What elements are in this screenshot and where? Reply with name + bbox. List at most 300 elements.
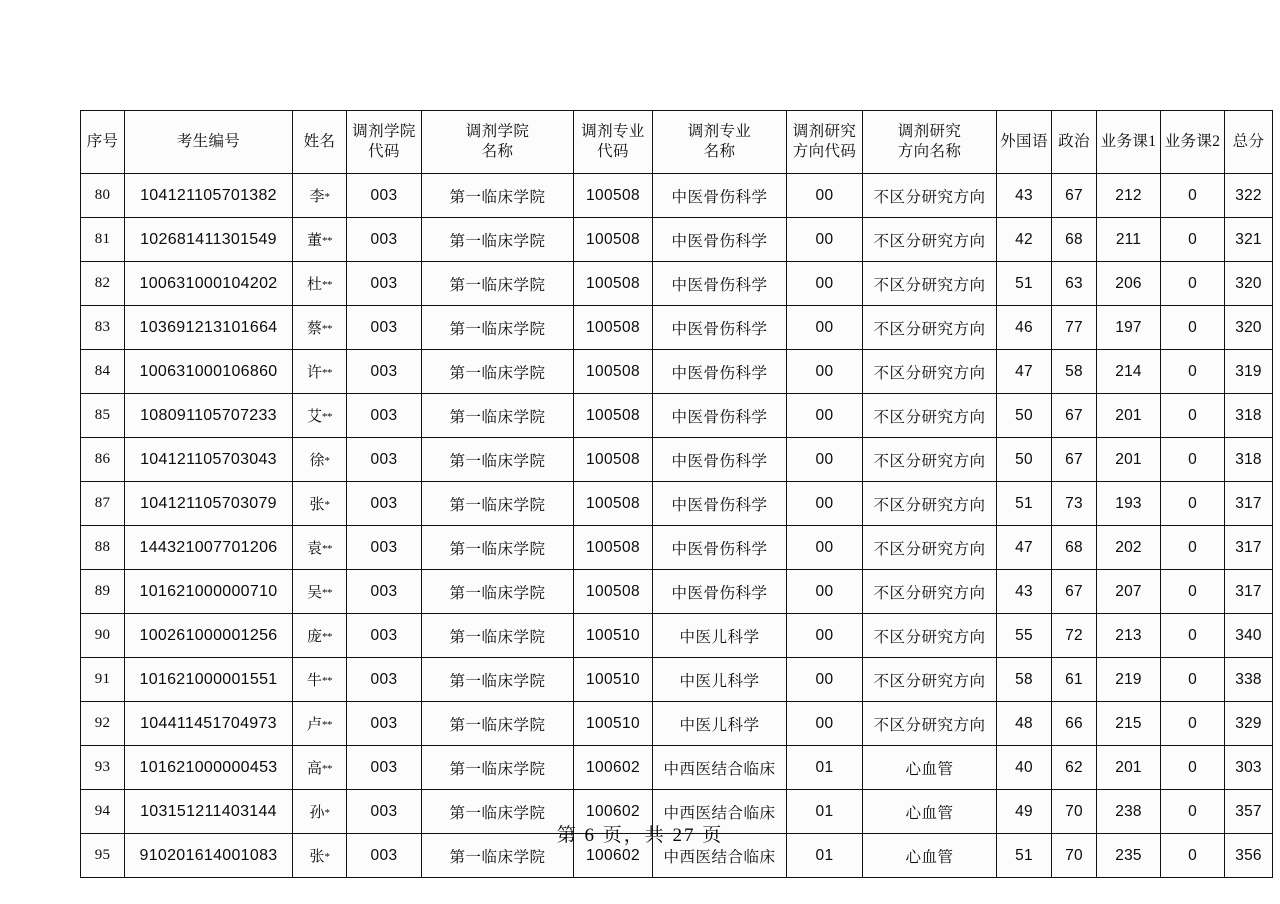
direction-name: 不区分研究方向 xyxy=(863,526,997,570)
total-score: 320 xyxy=(1225,306,1273,350)
examinee-number: 104411451704973 xyxy=(125,702,293,746)
politics-score: 70 xyxy=(1052,834,1097,878)
column-header-prof1 xyxy=(1097,111,1161,174)
politics-score: 66 xyxy=(1052,702,1097,746)
sequence-number: 84 xyxy=(81,350,125,394)
column-header-line: 考生编号 xyxy=(176,132,241,150)
candidate-surname: 吴 xyxy=(306,585,322,601)
total-score: 357 xyxy=(1225,790,1273,834)
professional1-score: 215 xyxy=(1097,702,1161,746)
college-name: 第一临床学院 xyxy=(422,394,574,438)
table-row xyxy=(81,658,1273,702)
major-name: 中医骨伤科学 xyxy=(653,394,787,438)
politics-score: 67 xyxy=(1052,394,1097,438)
sequence-number: 82 xyxy=(81,262,125,306)
column-header-line: 调剂研究 xyxy=(897,122,962,140)
candidate-name-mask: ** xyxy=(322,631,332,643)
candidate-name-mask: * xyxy=(324,851,330,863)
column-header-line: 业务课2 xyxy=(1164,132,1221,150)
candidate-surname: 高 xyxy=(306,761,322,777)
candidate-name-mask: ** xyxy=(322,367,332,379)
candidate-name-mask: * xyxy=(324,807,330,819)
total-score: 320 xyxy=(1225,262,1273,306)
major-name: 中医骨伤科学 xyxy=(653,526,787,570)
direction-name: 不区分研究方向 xyxy=(863,614,997,658)
candidate-surname: 李 xyxy=(309,189,325,205)
college-code: 003 xyxy=(347,482,422,526)
college-name: 第一临床学院 xyxy=(422,218,574,262)
major-name: 中医儿科学 xyxy=(653,658,787,702)
college-code: 003 xyxy=(347,438,422,482)
professional2-score: 0 xyxy=(1161,306,1225,350)
major-code: 100602 xyxy=(574,790,653,834)
examinee-number: 108091105707233 xyxy=(125,394,293,438)
major-name: 中医儿科学 xyxy=(653,614,787,658)
professional1-score: 213 xyxy=(1097,614,1161,658)
column-header-line: 方向名称 xyxy=(897,143,962,160)
sequence-number: 92 xyxy=(81,702,125,746)
table-row xyxy=(81,570,1273,614)
major-name: 中医骨伤科学 xyxy=(653,570,787,614)
major-code: 100508 xyxy=(574,306,653,350)
college-code: 003 xyxy=(347,614,422,658)
college-code: 003 xyxy=(347,526,422,570)
professional1-score: 212 xyxy=(1097,174,1161,218)
candidate-surname: 庞 xyxy=(306,629,322,645)
table-row xyxy=(81,614,1273,658)
direction-name: 不区分研究方向 xyxy=(863,570,997,614)
candidate-surname: 杜 xyxy=(306,277,322,293)
professional2-score: 0 xyxy=(1161,482,1225,526)
total-score: 338 xyxy=(1225,658,1273,702)
candidate-surname: 张 xyxy=(309,497,325,513)
foreign-language-score: 40 xyxy=(997,746,1052,790)
candidate-name-mask: ** xyxy=(322,323,332,335)
major-code: 100508 xyxy=(574,174,653,218)
candidate-name-mask: ** xyxy=(322,763,332,775)
direction-name: 不区分研究方向 xyxy=(863,262,997,306)
table-row xyxy=(81,482,1273,526)
examinee-number: 144321007701206 xyxy=(125,526,293,570)
professional1-score: 197 xyxy=(1097,306,1161,350)
professional1-score: 235 xyxy=(1097,834,1161,878)
sequence-number: 85 xyxy=(81,394,125,438)
candidate-surname: 卢 xyxy=(306,717,322,733)
column-header-line: 代码 xyxy=(597,143,629,160)
examinee-number: 103691213101664 xyxy=(125,306,293,350)
candidate-name xyxy=(293,614,347,658)
politics-score: 70 xyxy=(1052,790,1097,834)
major-code: 100602 xyxy=(574,834,653,878)
column-header-maj_name xyxy=(653,111,787,174)
politics-score: 73 xyxy=(1052,482,1097,526)
direction-name: 不区分研究方向 xyxy=(863,174,997,218)
major-code: 100508 xyxy=(574,438,653,482)
direction-code: 01 xyxy=(787,746,863,790)
direction-code: 00 xyxy=(787,438,863,482)
college-name: 第一临床学院 xyxy=(422,790,574,834)
candidate-surname: 董 xyxy=(306,233,322,249)
sequence-number: 83 xyxy=(81,306,125,350)
sequence-number: 90 xyxy=(81,614,125,658)
candidate-name xyxy=(293,218,347,262)
professional2-score: 0 xyxy=(1161,746,1225,790)
direction-name: 不区分研究方向 xyxy=(863,658,997,702)
major-code: 100510 xyxy=(574,702,653,746)
column-header-line: 调剂专业 xyxy=(581,122,645,140)
foreign-language-score: 42 xyxy=(997,218,1052,262)
professional2-score: 0 xyxy=(1161,218,1225,262)
direction-code: 00 xyxy=(787,526,863,570)
candidate-surname: 孙 xyxy=(309,805,325,821)
direction-code: 00 xyxy=(787,218,863,262)
professional2-score: 0 xyxy=(1161,394,1225,438)
college-code: 003 xyxy=(347,834,422,878)
sequence-number: 81 xyxy=(81,218,125,262)
column-header-total xyxy=(1225,111,1273,174)
major-name: 中西医结合临床 xyxy=(653,834,787,878)
politics-score: 68 xyxy=(1052,526,1097,570)
examinee-number: 101621000000710 xyxy=(125,570,293,614)
politics-score: 67 xyxy=(1052,570,1097,614)
table-row xyxy=(81,306,1273,350)
college-name: 第一临床学院 xyxy=(422,658,574,702)
politics-score: 67 xyxy=(1052,438,1097,482)
candidate-name-mask: ** xyxy=(322,235,332,247)
total-score: 303 xyxy=(1225,746,1273,790)
candidate-name xyxy=(293,746,347,790)
major-code: 100602 xyxy=(574,746,653,790)
college-name: 第一临床学院 xyxy=(422,174,574,218)
total-score: 317 xyxy=(1225,482,1273,526)
foreign-language-score: 48 xyxy=(997,702,1052,746)
politics-score: 67 xyxy=(1052,174,1097,218)
table-row xyxy=(81,438,1273,482)
professional1-score: 202 xyxy=(1097,526,1161,570)
college-code: 003 xyxy=(347,306,422,350)
college-name: 第一临床学院 xyxy=(422,834,574,878)
college-name: 第一临床学院 xyxy=(422,702,574,746)
candidate-name-mask: ** xyxy=(322,411,332,423)
politics-score: 62 xyxy=(1052,746,1097,790)
candidate-surname: 艾 xyxy=(306,409,322,425)
politics-score: 68 xyxy=(1052,218,1097,262)
examinee-number: 910201614001083 xyxy=(125,834,293,878)
candidate-name-mask: ** xyxy=(322,719,332,731)
direction-code: 00 xyxy=(787,702,863,746)
college-code: 003 xyxy=(347,262,422,306)
column-header-line: 代码 xyxy=(368,143,400,160)
direction-code: 00 xyxy=(787,262,863,306)
college-name: 第一临床学院 xyxy=(422,746,574,790)
college-name: 第一临床学院 xyxy=(422,350,574,394)
professional2-score: 0 xyxy=(1161,702,1225,746)
professional1-score: 214 xyxy=(1097,350,1161,394)
direction-code: 00 xyxy=(787,306,863,350)
candidate-surname: 牛 xyxy=(306,673,322,689)
major-code: 100508 xyxy=(574,526,653,570)
candidate-name xyxy=(293,394,347,438)
college-name: 第一临床学院 xyxy=(422,570,574,614)
column-header-name xyxy=(293,111,347,174)
column-header-line: 调剂学院 xyxy=(465,122,530,140)
foreign-language-score: 51 xyxy=(997,834,1052,878)
professional1-score: 219 xyxy=(1097,658,1161,702)
direction-name: 不区分研究方向 xyxy=(863,438,997,482)
college-code: 003 xyxy=(347,790,422,834)
direction-name: 不区分研究方向 xyxy=(863,218,997,262)
sequence-number: 88 xyxy=(81,526,125,570)
major-name: 中医骨伤科学 xyxy=(653,438,787,482)
professional1-score: 201 xyxy=(1097,438,1161,482)
column-header-dir_name xyxy=(863,111,997,174)
candidate-name xyxy=(293,262,347,306)
major-name: 中医骨伤科学 xyxy=(653,350,787,394)
column-header-line: 方向代码 xyxy=(792,143,857,160)
major-name: 中医骨伤科学 xyxy=(653,262,787,306)
direction-code: 00 xyxy=(787,394,863,438)
column-header-line: 序号 xyxy=(86,132,119,150)
examinee-number: 102681411301549 xyxy=(125,218,293,262)
foreign-language-score: 43 xyxy=(997,174,1052,218)
sequence-number: 91 xyxy=(81,658,125,702)
table-row xyxy=(81,262,1273,306)
college-code: 003 xyxy=(347,658,422,702)
total-score: 318 xyxy=(1225,394,1273,438)
candidate-name-mask: ** xyxy=(322,543,332,555)
foreign-language-score: 58 xyxy=(997,658,1052,702)
professional1-score: 211 xyxy=(1097,218,1161,262)
table-row xyxy=(81,746,1273,790)
candidate-surname: 蔡 xyxy=(306,321,322,337)
direction-name: 心血管 xyxy=(863,790,997,834)
table-header xyxy=(81,111,1273,174)
professional1-score: 238 xyxy=(1097,790,1161,834)
total-score: 322 xyxy=(1225,174,1273,218)
foreign-language-score: 51 xyxy=(997,262,1052,306)
examinee-number: 100261000001256 xyxy=(125,614,293,658)
adjustment-results-table-container xyxy=(80,110,1265,878)
candidate-surname: 许 xyxy=(306,365,322,381)
total-score: 317 xyxy=(1225,570,1273,614)
total-score: 319 xyxy=(1225,350,1273,394)
professional2-score: 0 xyxy=(1161,438,1225,482)
examinee-number: 100631000106860 xyxy=(125,350,293,394)
college-name: 第一临床学院 xyxy=(422,614,574,658)
total-score: 329 xyxy=(1225,702,1273,746)
foreign-language-score: 51 xyxy=(997,482,1052,526)
major-code: 100508 xyxy=(574,218,653,262)
table-row xyxy=(81,218,1273,262)
column-header-exam_no xyxy=(125,111,293,174)
candidate-name xyxy=(293,526,347,570)
college-name: 第一临床学院 xyxy=(422,482,574,526)
foreign-language-score: 55 xyxy=(997,614,1052,658)
examinee-number: 104121105701382 xyxy=(125,174,293,218)
total-score: 318 xyxy=(1225,438,1273,482)
direction-code: 00 xyxy=(787,658,863,702)
professional2-score: 0 xyxy=(1161,262,1225,306)
column-header-foreign xyxy=(997,111,1052,174)
column-header-col_code xyxy=(347,111,422,174)
politics-score: 77 xyxy=(1052,306,1097,350)
professional2-score: 0 xyxy=(1161,834,1225,878)
candidate-name xyxy=(293,570,347,614)
column-header-line: 外国语 xyxy=(1000,132,1048,150)
sequence-number: 89 xyxy=(81,570,125,614)
table-row xyxy=(81,394,1273,438)
examinee-number: 103151211403144 xyxy=(125,790,293,834)
professional2-score: 0 xyxy=(1161,526,1225,570)
table-body xyxy=(81,174,1273,878)
direction-code: 00 xyxy=(787,350,863,394)
foreign-language-score: 43 xyxy=(997,570,1052,614)
professional1-score: 207 xyxy=(1097,570,1161,614)
candidate-name xyxy=(293,482,347,526)
direction-name: 心血管 xyxy=(863,746,997,790)
candidate-name-mask: * xyxy=(324,191,330,203)
foreign-language-score: 50 xyxy=(997,438,1052,482)
sequence-number: 93 xyxy=(81,746,125,790)
professional2-score: 0 xyxy=(1161,350,1225,394)
direction-name: 不区分研究方向 xyxy=(863,394,997,438)
politics-score: 58 xyxy=(1052,350,1097,394)
column-header-line: 调剂研究 xyxy=(792,122,857,140)
major-code: 100508 xyxy=(574,570,653,614)
major-code: 100508 xyxy=(574,350,653,394)
column-header-line: 名称 xyxy=(703,143,736,160)
major-name: 中医儿科学 xyxy=(653,702,787,746)
table-header-row xyxy=(81,111,1273,174)
college-code: 003 xyxy=(347,174,422,218)
candidate-surname: 张 xyxy=(309,849,325,865)
college-code: 003 xyxy=(347,702,422,746)
foreign-language-score: 47 xyxy=(997,350,1052,394)
direction-name: 不区分研究方向 xyxy=(863,482,997,526)
candidate-name xyxy=(293,438,347,482)
major-code: 100510 xyxy=(574,658,653,702)
major-name: 中医骨伤科学 xyxy=(653,306,787,350)
column-header-line: 业务课1 xyxy=(1100,132,1157,150)
candidate-surname: 徐 xyxy=(309,453,325,469)
direction-code: 01 xyxy=(787,790,863,834)
sequence-number: 95 xyxy=(81,834,125,878)
candidate-name-mask: ** xyxy=(322,279,332,291)
professional1-score: 201 xyxy=(1097,394,1161,438)
column-header-line: 名称 xyxy=(481,143,514,160)
politics-score: 61 xyxy=(1052,658,1097,702)
major-name: 中西医结合临床 xyxy=(653,746,787,790)
direction-name: 不区分研究方向 xyxy=(863,702,997,746)
professional2-score: 0 xyxy=(1161,570,1225,614)
professional2-score: 0 xyxy=(1161,614,1225,658)
major-code: 100510 xyxy=(574,614,653,658)
college-name: 第一临床学院 xyxy=(422,306,574,350)
college-code: 003 xyxy=(347,394,422,438)
candidate-name-mask: * xyxy=(324,499,330,511)
adjustment-results-table xyxy=(80,110,1273,878)
professional1-score: 206 xyxy=(1097,262,1161,306)
college-name: 第一临床学院 xyxy=(422,262,574,306)
table-row xyxy=(81,174,1273,218)
college-name: 第一临床学院 xyxy=(422,526,574,570)
major-name: 中医骨伤科学 xyxy=(653,174,787,218)
major-code: 100508 xyxy=(574,394,653,438)
politics-score: 72 xyxy=(1052,614,1097,658)
page-footer: 第 6 页，共 27 页 xyxy=(556,825,724,846)
foreign-language-score: 49 xyxy=(997,790,1052,834)
politics-score: 63 xyxy=(1052,262,1097,306)
candidate-surname: 袁 xyxy=(306,541,322,557)
candidate-name-mask: * xyxy=(324,455,330,467)
column-header-line: 调剂学院 xyxy=(352,122,416,140)
examinee-number: 104121105703079 xyxy=(125,482,293,526)
college-name: 第一临床学院 xyxy=(422,438,574,482)
examinee-number: 104121105703043 xyxy=(125,438,293,482)
sequence-number: 94 xyxy=(81,790,125,834)
professional2-score: 0 xyxy=(1161,790,1225,834)
column-header-seq xyxy=(81,111,125,174)
direction-name: 不区分研究方向 xyxy=(863,350,997,394)
column-header-line: 调剂专业 xyxy=(687,122,752,140)
examinee-number: 100631000104202 xyxy=(125,262,293,306)
major-code: 100508 xyxy=(574,482,653,526)
sequence-number: 80 xyxy=(81,174,125,218)
total-score: 317 xyxy=(1225,526,1273,570)
candidate-name xyxy=(293,658,347,702)
sequence-number: 86 xyxy=(81,438,125,482)
direction-name: 心血管 xyxy=(863,834,997,878)
foreign-language-score: 46 xyxy=(997,306,1052,350)
direction-code: 00 xyxy=(787,174,863,218)
examinee-number: 101621000001551 xyxy=(125,658,293,702)
candidate-name-mask: ** xyxy=(322,675,332,687)
candidate-name xyxy=(293,702,347,746)
major-code: 100508 xyxy=(574,262,653,306)
column-header-col_name xyxy=(422,111,574,174)
foreign-language-score: 47 xyxy=(997,526,1052,570)
candidate-name xyxy=(293,174,347,218)
direction-code: 01 xyxy=(787,834,863,878)
major-name: 中医骨伤科学 xyxy=(653,218,787,262)
column-header-maj_code xyxy=(574,111,653,174)
professional1-score: 193 xyxy=(1097,482,1161,526)
candidate-name-mask: ** xyxy=(322,587,332,599)
table-row xyxy=(81,702,1273,746)
professional2-score: 0 xyxy=(1161,174,1225,218)
column-header-line: 政治 xyxy=(1058,132,1090,150)
column-header-line: 姓名 xyxy=(303,132,336,150)
column-header-prof2 xyxy=(1161,111,1225,174)
major-name: 中医骨伤科学 xyxy=(653,482,787,526)
candidate-name xyxy=(293,306,347,350)
college-code: 003 xyxy=(347,350,422,394)
direction-code: 00 xyxy=(787,482,863,526)
major-name: 中西医结合临床 xyxy=(653,790,787,834)
column-header-dir_code xyxy=(787,111,863,174)
column-header-politics xyxy=(1052,111,1097,174)
table-row xyxy=(81,350,1273,394)
candidate-name xyxy=(293,350,347,394)
college-code: 003 xyxy=(347,218,422,262)
direction-name: 不区分研究方向 xyxy=(863,306,997,350)
examinee-number: 101621000000453 xyxy=(125,746,293,790)
sequence-number: 87 xyxy=(81,482,125,526)
college-code: 003 xyxy=(347,746,422,790)
total-score: 340 xyxy=(1225,614,1273,658)
direction-code: 00 xyxy=(787,614,863,658)
total-score: 356 xyxy=(1225,834,1273,878)
